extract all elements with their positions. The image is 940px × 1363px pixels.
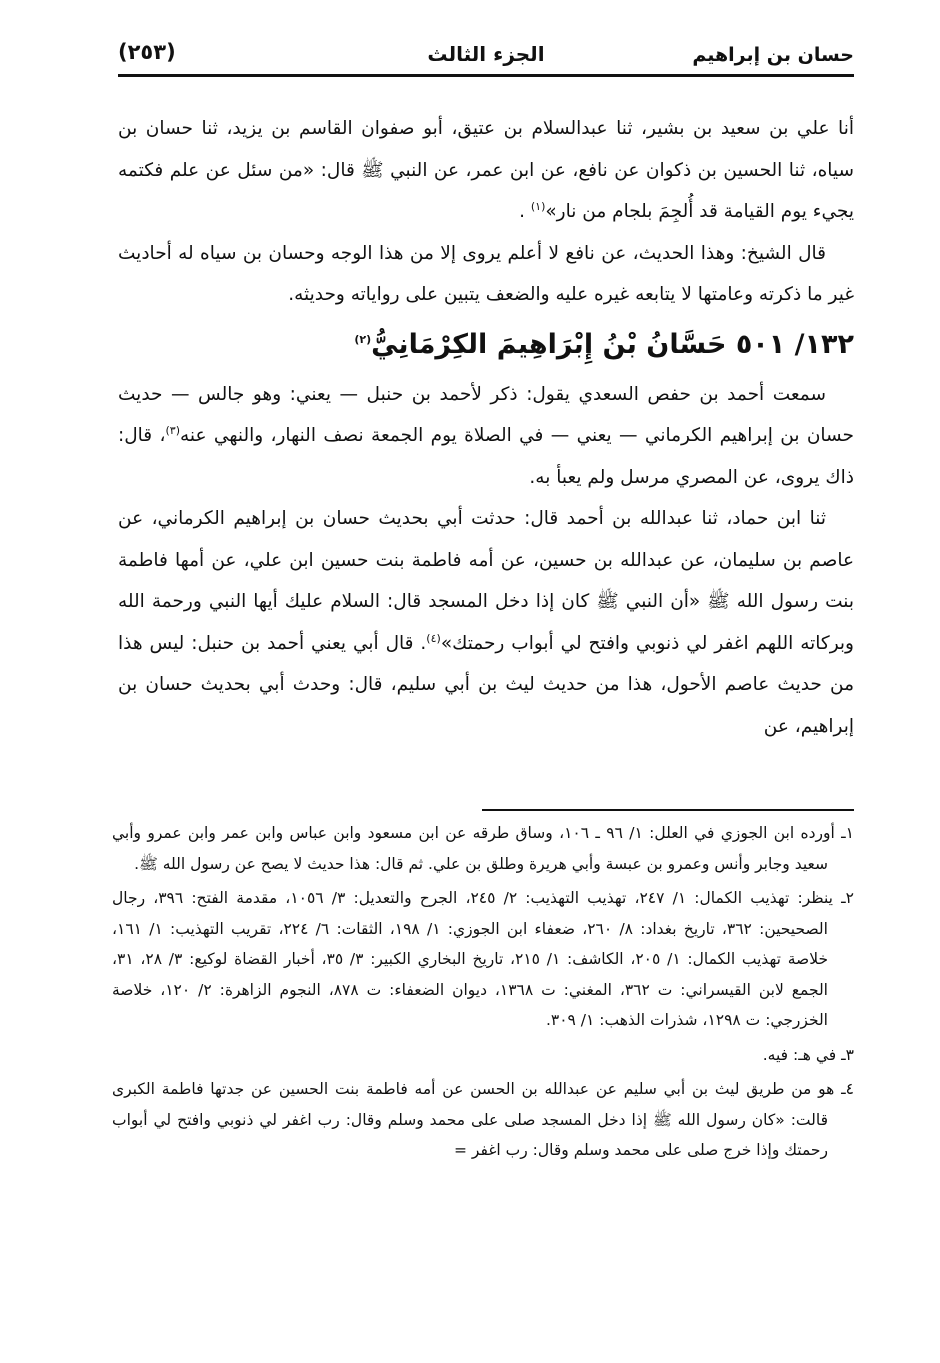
footnote-1: ١ـ أورده ابن الجوزي في العلل: ١/ ٩٦ ـ ١٠٦، وساق طرقه عن ابن مسعود وابن عباس وابن عمر وابن عمرو وأبي سعيد وجابر وأنس وعمرو بن عبسة وأبي هريرة وطلق بن علي. ثم قال: هذا حديث لا يصح عن رسول الله ﷺ. <box>112 824 854 873</box>
paragraph-text: سمعت أحمد بن حفص السعدي يقول: ذكر لأحمد بن حنبل — يعني: وهو جالس — حديث حسان بن إبراهيم الكرماني — يعني — في الصلاة يوم الجمعة نصف النهار، والنهي عنه <box>118 383 854 446</box>
footnote-3: ٣ـ في هـ: فيه. <box>762 1045 854 1064</box>
footnote-4: ٤ـ هو من طريق ليث بن أبي سليم عن عبدالله بن الحسن عن أمه فاطمة بنت الحسين عن جدتها فاطمة الكبرى قالت: «كان رسول الله ﷺ إذا دخل المسجد صلى على محمد وسلم وقال: رب اغفر لي ذنوبي وافتح لي أبواب رحمتك وإذا خرج صلى على محمد وسلم وقال: رب اغفر = <box>112 1080 854 1159</box>
entry-heading <box>118 316 854 374</box>
paragraph-text: ثنا ابن حماد، ثنا عبدالله بن أحمد قال: حدثت أبي بحديث حسان بن إبراهيم الكرماني، عن عاصم بن سليمان، عن عبدالله بن حسين، عن أمه فاطمة بنت حسين ابن علي، عن أمها فاطمة بنت رسول الله ﷺ «أن النبي ﷺ كان إذا دخل المسجد قال: السلام عليك أيها النبي ورحمة الله وبركاته اللهم اغفر لي ذنوبي وافتح لي أبواب رحمتك» <box>118 508 854 654</box>
footnote-2: ٢ـ ينظر: تهذيب الكمال: ١/ ٢٤٧، تهذيب التهذيب: ٢/ ٢٤٥، الجرح والتعديل: ٣/ ١٠٥٦، مقدمة الفتح: ٣٩٦، رجال الصحيحين: ٣٦٢، تاريخ بغداد: ٨/ ٢٦٠، ضعفاء ابن الجوزي: ١/ ١٩٨، الثقات: ٦/ ٢٢٤، تقريب التهذيب: ١/ ١٦١، خلاصة تهذيب الكمال: ١/ ٢٠٥، الكاشف: ١/ ٢١٥، تاريخ البخاري الكبير: ٣/ ٣٥، أخبار القضاة لوكيع: ٣/ ٢٨، ٣١، الجمع لابن القيسراني: ت ٣٦٢، المغني: ت ١٣٦٨، ديوان الضعفاء: ت ٨٧٨، النجوم الزاهرة: ٢/ ١٢٠، خلاصة الخزرجي: ت ١٢٩٨، شذرات الذهب: ١/ ٣٠٩. <box>112 889 854 1029</box>
footnote-divider <box>482 809 854 811</box>
paragraph-text: أنا علي بن سعيد بن بشير، ثنا عبدالسلام بن عتيق، أبو صفوان القاسم بن يزيد، ثنا حسان بن سياه، ثنا الحسين بن ذكوان عن نافع، عن ابن عمر، عن النبي ﷺ قال: «من سئل عن علم فكتمه يجيء يوم القيامة قد أُلجِمَ بلجام من نار» <box>118 118 854 222</box>
main-text <box>118 108 854 747</box>
paragraph-ibn-hammad <box>118 498 854 747</box>
entry-heading-text: ١٣٢/ ٥٠١ حَسَّانُ بْنُ إِبْرَاهِيمَ الكِرْمَانِيُّ <box>371 328 854 360</box>
footnote-ref-2: (٢) <box>354 332 372 346</box>
paragraph-text-cont: . قال أبي يعني أحمد بن حنبل: ليس هذا من حديث عاصم الأحول، هذا من حديث ليث بن أبي سليم، قال: وحدث أبي بحديث حسان بن إبراهيم، عن <box>118 632 854 737</box>
footnote-ref-1: (١) <box>530 199 546 213</box>
footnote-ref-4: (٤) <box>426 631 441 645</box>
paragraph-ahmad-hafs <box>118 374 854 499</box>
running-head-part: الجزء الثالث <box>427 42 545 66</box>
paragraph-isnad-1 <box>118 108 854 233</box>
paragraph-sheikh-comment: قال الشيخ: وهذا الحديث، عن نافع لا أعلم يروى إلا من هذا الوجه وحسان بن سياه له أحاديث غير ما ذكرته وعامتها لا يتابعه غيره عليه والضعف يتبين على رواياته وحديثه. <box>118 242 854 305</box>
running-head-author: حسان بن إبراهيم <box>692 44 854 66</box>
footnote-ref-3: (٣) <box>165 423 181 437</box>
footnotes <box>112 818 854 1166</box>
paragraph-text-cont: ، قال: ذاك يروى، عن المصري مرسل ولم يعبأ به. <box>118 425 854 488</box>
page-number: (٢٥٣) <box>118 40 176 64</box>
page-header <box>118 38 854 77</box>
paragraph-end: . <box>519 201 531 222</box>
